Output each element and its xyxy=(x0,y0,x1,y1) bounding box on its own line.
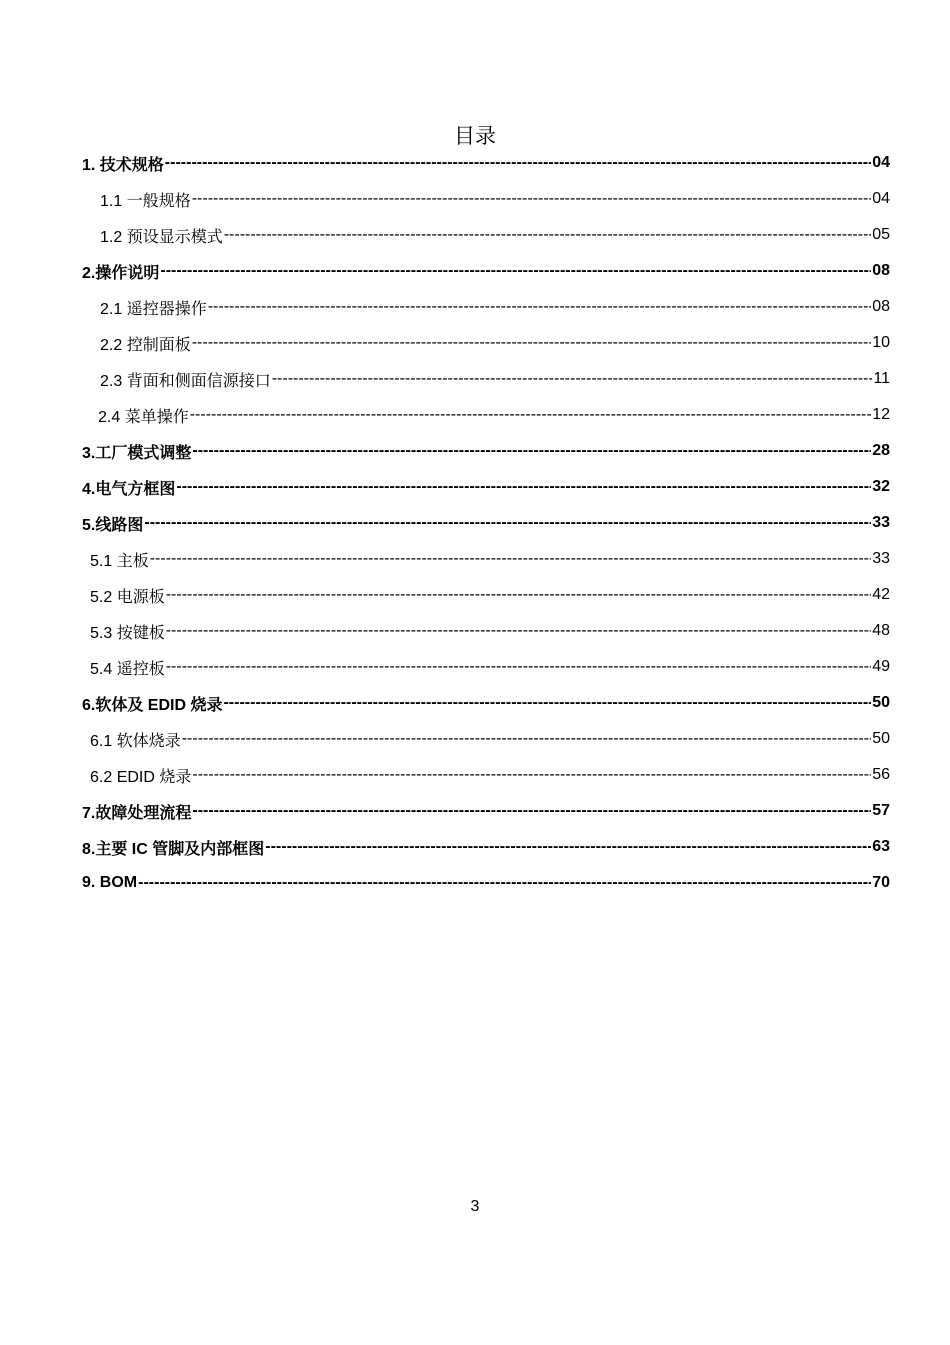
toc-entry xyxy=(90,541,890,577)
toc-entry xyxy=(90,613,890,649)
toc-leader xyxy=(160,262,871,280)
toc-leader xyxy=(166,622,872,640)
toc-entry xyxy=(90,649,890,685)
toc-entry-label: 9. BOM xyxy=(82,874,138,891)
toc-entry xyxy=(82,865,890,901)
toc-entry-label: 6.软体及 EDID 烧录 xyxy=(82,696,223,714)
toc-entry-label: 3.工厂模式调整 xyxy=(82,444,192,462)
toc-entry-label: 2.4 菜单操作 xyxy=(98,408,189,426)
toc-entry-label: 2.操作说明 xyxy=(82,264,160,282)
toc-entry xyxy=(82,433,890,469)
toc-entry-page: 08 xyxy=(872,298,890,315)
toc-entry-label: 4.电气方框图 xyxy=(82,480,176,498)
toc-entry xyxy=(100,325,890,361)
toc-entry-label: 8.主要 IC 管脚及内部框图 xyxy=(82,840,265,858)
toc-entry xyxy=(82,685,890,721)
toc-leader xyxy=(223,694,871,712)
toc-entry-page: 33 xyxy=(872,550,890,567)
toc-entry xyxy=(82,829,890,865)
toc-entry-page: 50 xyxy=(872,730,890,747)
toc-entry xyxy=(98,397,890,433)
toc-leader xyxy=(190,406,872,424)
toc-entry-page: 70 xyxy=(872,874,890,891)
toc-entry xyxy=(82,145,890,181)
toc-leader xyxy=(192,190,872,208)
toc-title: 目录 xyxy=(454,124,496,148)
toc-leader xyxy=(192,442,871,460)
toc-entry xyxy=(82,253,890,289)
toc-entry-page: 63 xyxy=(872,838,890,855)
toc-entry xyxy=(90,721,890,757)
toc-leader xyxy=(150,550,872,568)
toc-leader xyxy=(208,298,872,316)
toc-entry-page: 04 xyxy=(872,154,890,171)
page-number: 3 xyxy=(470,1198,480,1215)
toc-entry xyxy=(100,361,890,397)
toc-entry xyxy=(100,181,890,217)
toc-leader xyxy=(265,838,871,856)
toc-entry-page: 49 xyxy=(872,658,890,675)
toc-leader xyxy=(166,658,872,676)
toc-leader xyxy=(192,802,871,820)
toc-entry-page: 12 xyxy=(872,406,890,423)
toc-leader xyxy=(182,730,872,748)
toc-entry xyxy=(82,793,890,829)
toc-entry-page: 56 xyxy=(872,766,890,783)
toc-entry xyxy=(90,757,890,793)
toc-entry-label: 5.线路图 xyxy=(82,516,144,534)
toc-entry-label: 2.3 背面和侧面信源接口 xyxy=(100,372,271,390)
toc-leader xyxy=(166,586,872,604)
toc-entry-page: 05 xyxy=(872,226,890,243)
toc-entry-label: 5.2 电源板 xyxy=(90,588,165,606)
toc-entry-page: 04 xyxy=(872,190,890,207)
toc-entry-page: 42 xyxy=(872,586,890,603)
toc-entry-label: 1. 技术规格 xyxy=(82,156,164,174)
toc-entry xyxy=(90,577,890,613)
toc-entry-page: 08 xyxy=(872,262,890,279)
toc-entry-label: 5.1 主板 xyxy=(90,552,149,570)
toc-entry-page: 50 xyxy=(872,694,890,711)
toc-entry xyxy=(82,469,890,505)
toc-entry-label: 5.4 遥控板 xyxy=(90,660,165,678)
toc-entry-page: 32 xyxy=(872,478,890,495)
toc-entry-label: 1.1 一般规格 xyxy=(100,192,191,210)
toc-entry-label: 6.2 EDID 烧录 xyxy=(90,768,192,786)
toc-leader xyxy=(272,370,873,388)
toc-leader xyxy=(165,154,871,172)
toc-leader xyxy=(224,226,872,244)
toc-entry-label: 5.3 按键板 xyxy=(90,624,165,642)
toc-entry-page: 57 xyxy=(872,802,890,819)
toc-entry-page: 11 xyxy=(873,370,890,387)
toc-entry-label: 2.1 遥控器操作 xyxy=(100,300,207,318)
toc-leader xyxy=(176,478,871,496)
toc-leader xyxy=(144,514,871,532)
toc-entry-page: 48 xyxy=(872,622,890,639)
toc-entry-page: 28 xyxy=(872,442,890,459)
toc-entry-label: 7.故障处理流程 xyxy=(82,804,192,822)
toc-leader xyxy=(138,874,871,892)
toc-entry-label: 1.2 预设显示模式 xyxy=(100,228,223,246)
toc-leader xyxy=(192,766,871,784)
toc-entry xyxy=(100,289,890,325)
toc-leader xyxy=(192,334,872,352)
toc-entry-label: 6.1 软体烧录 xyxy=(90,732,181,750)
toc-entry xyxy=(82,505,890,541)
toc-entry-label: 2.2 控制面板 xyxy=(100,336,191,354)
toc-entry-page: 33 xyxy=(872,514,890,531)
toc-entry-page: 10 xyxy=(872,334,890,351)
toc-entry xyxy=(100,217,890,253)
